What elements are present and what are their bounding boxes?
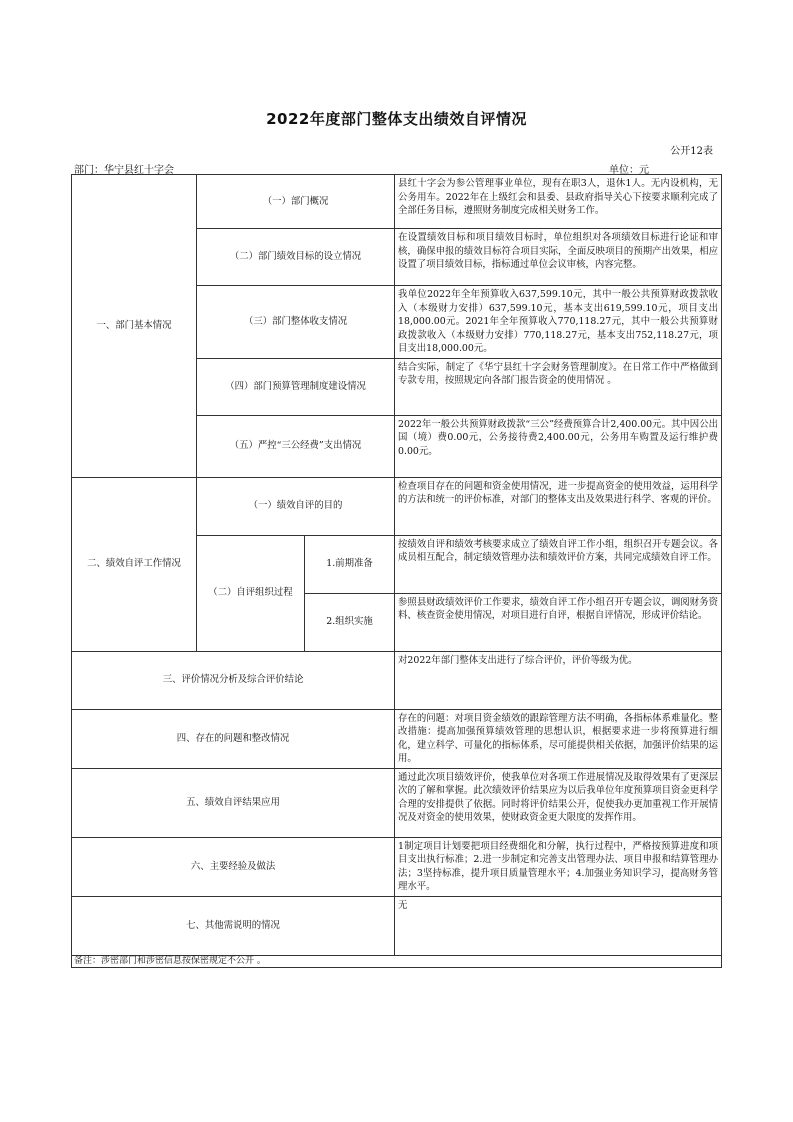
item-text: 县红十字会为参公管理事业单位，现有在职3人，退休1人。无内设机构，无公务用车。2022年在上级红会和县委、县政府指导关心下按要求顺利完成了全部任务目标，遵照财务制度完成相关财务工作。 — [395, 175, 722, 229]
page-title: 2022年度部门整体支出绩效自评情况 — [266, 110, 527, 128]
item-text: 2022年一般公共预算财政拨款“三公”经费预算合计2,400.00元。其中因公出国（境）费0.00元，公务接待费2,400.00元，公务用车购置及运行维护费0.00元。 — [395, 415, 722, 477]
purpose-label: （一）绩效自评的目的 — [197, 477, 395, 535]
results-text: 通过此次项目绩效评价，使我单位对各项工作进展情况及取得效果有了更深层次的了解和掌握。此次绩效评价结果应为以后我单位年度预算项目资金更科学合理的安排提供了依据。同时将评价结果公开，促使我办更加重视工作开展情况及对资金的使用效果，使财政资金更大限度的发挥作用。 — [395, 768, 722, 837]
form-number: 公开12表 — [670, 146, 713, 157]
item-label: （二）部门绩效目标的设立情况 — [197, 229, 395, 286]
table-note: 备注：涉密部门和涉密信息按保密规定不公开 。 — [72, 955, 722, 967]
purpose-text: 检查项目存在的问题和资金使用情况，进一步提高资金的使用效益，运用科学的方法和统一的评价标准，对部门的整体支出及效果进行科学、客观的评价。 — [395, 477, 722, 535]
impl-label: 2.组织实施 — [305, 593, 395, 651]
item-text: 结合实际，制定了《华宁县红十字会财务管理制度》。在日常工作中严格做到专款专用，按照规定向各部门报告资金的使用情况 。 — [395, 358, 722, 415]
item-text: 在设置绩效目标和项目绩效目标时，单位组织对各项绩效目标进行论证和审核，确保申报的绩效目标符合项目实际，全面反映项目的预期产出效果，相应设置了项目绩效目标，指标通过单位会议审核，内容完整。 — [395, 229, 722, 286]
other-text: 无 — [395, 896, 722, 955]
item-label: （一）部门概况 — [197, 175, 395, 229]
self-evaluation-table — [71, 174, 722, 968]
section-other-label: 七、其他需说明的情况 — [72, 896, 395, 955]
item-label: （五）严控“三公经费”支出情况 — [197, 415, 395, 477]
conclusion-text: 对2022年部门整体支出进行了综合评价，评价等级为优。 — [395, 651, 722, 709]
section-conclusion-label: 三、评价情况分析及综合评价结论 — [72, 651, 395, 709]
section-basic-label: 一、部门基本情况 — [72, 175, 197, 478]
section-results-label: 五、绩效自评结果应用 — [72, 768, 395, 837]
item-text: 我单位2022年全年预算收入637,599.10元，其中一般公共预算财政拨款收入（本级财力安排）637,599.10元，基本支出619,599.10元，项目支出18,000.00元。2021年全年预算收入770,118.27元，其中一般公共预算财政拨款收入（本级财力安排）770,118.27元，基本支出752,118.27元，项目支出18,000.00元。 — [395, 286, 722, 359]
section-problems-label: 四、存在的问题和整改情况 — [72, 709, 395, 768]
problems-text: 存在的问题：对项目资金绩效的跟踪管理方法不明确，各指标体系难量化。整改措施：提高加强预算绩效管理的思想认识，根据要求进一步将预算进行细化，建立科学、可量化的指标体系，尽可能提供相关依据，加强评价结果的运用。 — [395, 709, 722, 768]
item-label: （四）部门预算管理制度建设情况 — [197, 358, 395, 415]
impl-text: 参照县财政绩效评价工作要求，绩效自评工作小组召开专题会议，调阅财务资料、核查资金使用情况，对项目进行自评，根据自评情况，形成评价结论。 — [395, 593, 722, 651]
process-label: （二）自评组织过程 — [197, 535, 305, 651]
unit-label: 单位：元 — [609, 165, 649, 176]
item-label: （三）部门整体收支情况 — [197, 286, 395, 359]
section-work-label: 二、绩效自评工作情况 — [72, 477, 197, 651]
department-label: 部门：华宁县红十字会 — [74, 165, 174, 176]
section-experience-label: 六、主要经验及做法 — [72, 837, 395, 896]
experience-text: 1制定项目计划要把项目经费细化和分解，执行过程中，严格按预算进度和项目支出执行标准；2.进一步制定和完善支出管理办法、项目申报和结算管理办法；3坚持标准，提升项目质量管理水平；4.加强业务知识学习，提高财务管理水平。 — [395, 837, 722, 896]
prep-label: 1.前期准备 — [305, 535, 395, 593]
prep-text: 按绩效自评和绩效考核要求成立了绩效自评工作小组，组织召开专题会议。各成员相互配合，制定绩效管理办法和绩效评价方案，共同完成绩效自评工作。 — [395, 535, 722, 593]
